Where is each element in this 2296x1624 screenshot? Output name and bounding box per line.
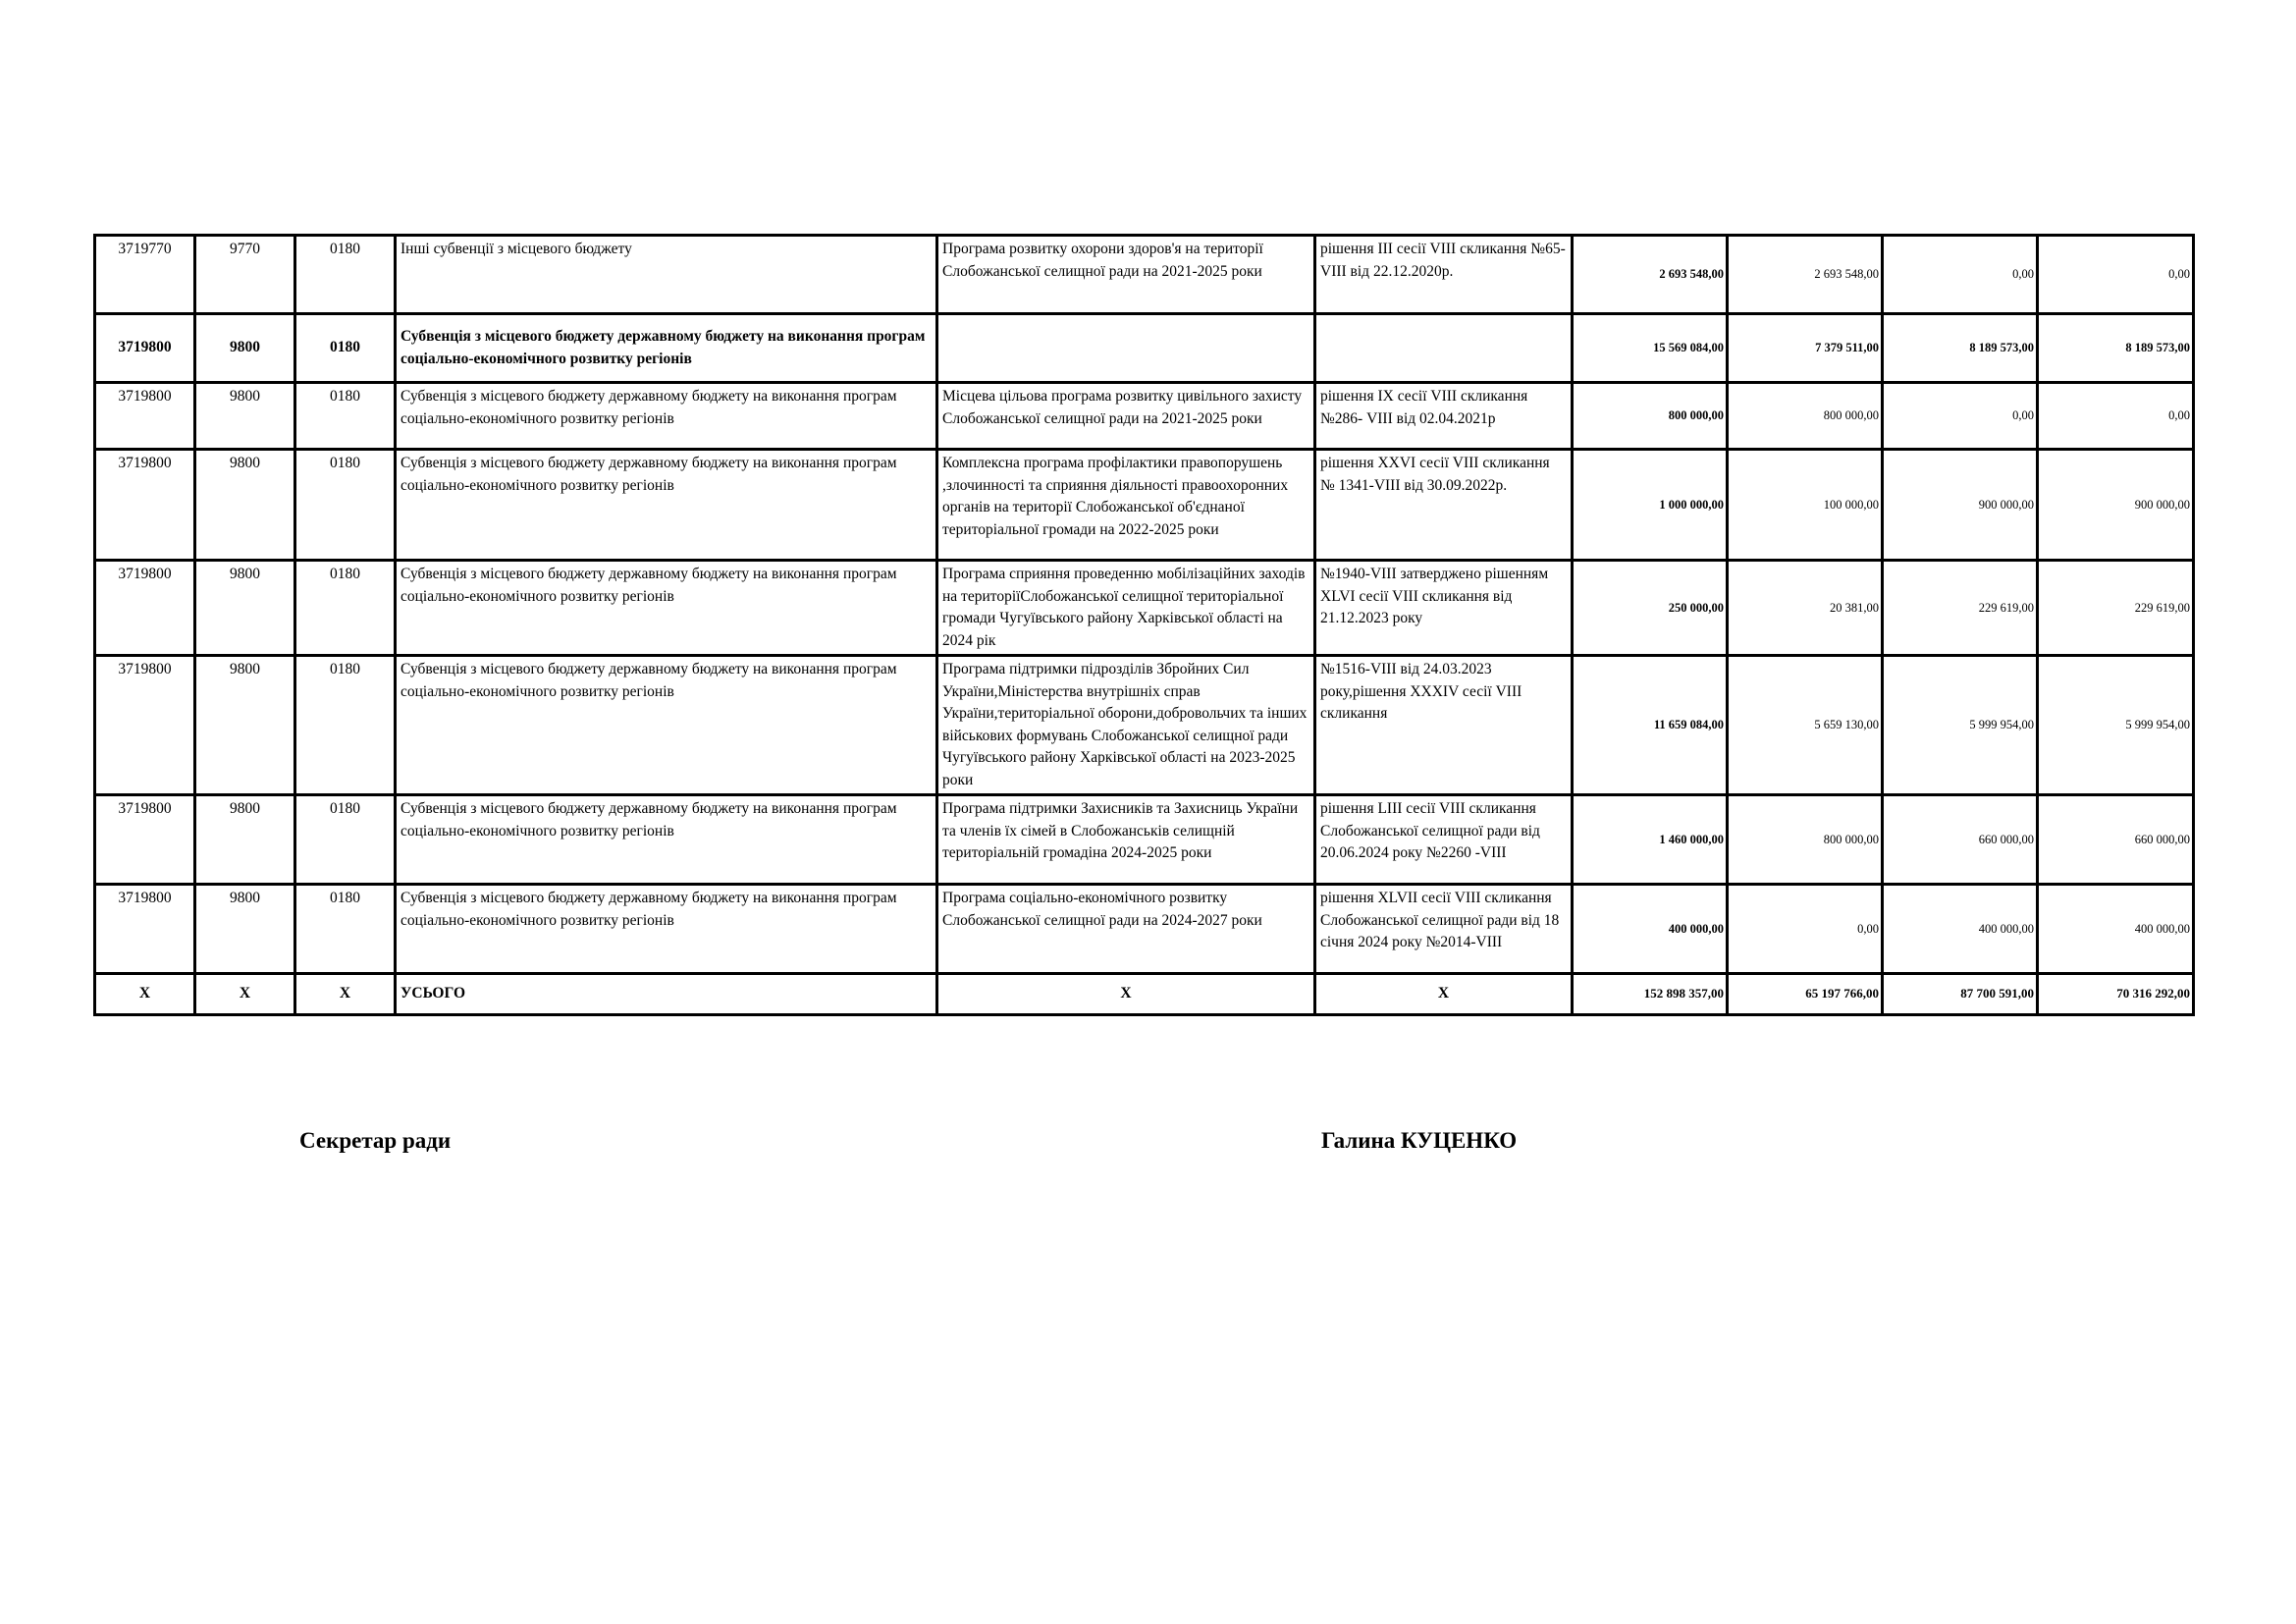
program-cell: Програма розвитку охорони здоров'я на території Слобожанської селищної ради на 2021-2025 роки bbox=[937, 236, 1315, 314]
code-kfk-cell: 9800 bbox=[195, 561, 295, 656]
code-kfkvk-cell: 0180 bbox=[295, 885, 396, 974]
total-amount-cell: 11 659 084,00 bbox=[1573, 656, 1728, 795]
total-amount-cell: 152 898 357,00 bbox=[1573, 974, 1728, 1015]
code-kpk-cell: Х bbox=[95, 974, 195, 1015]
program-cell: Програма соціально-економічного розвитку Слобожанської селищної ради на 2024-2027 роки bbox=[937, 885, 1315, 974]
total-amount-cell: 2 693 548,00 bbox=[1573, 236, 1728, 314]
development-budget-cell: 900 000,00 bbox=[2038, 450, 2194, 561]
program-cell: Комплексна програма профілактики правопорушень ,злочинності та сприяння діяльності правоохоронних органів на території Слобожанської об'єднаної територіальної громади на 2022-2025 роки bbox=[937, 450, 1315, 561]
general-fund-cell: 20 381,00 bbox=[1728, 561, 1883, 656]
development-budget-cell: 0,00 bbox=[2038, 236, 2194, 314]
code-kfkvk-cell: 0180 bbox=[295, 795, 396, 885]
special-fund-cell: 5 999 954,00 bbox=[1883, 656, 2038, 795]
total-amount-cell: 400 000,00 bbox=[1573, 885, 1728, 974]
general-fund-cell: 7 379 511,00 bbox=[1728, 314, 1883, 383]
name-cell: Субвенція з місцевого бюджету державному бюджету на виконання програм соціально-економічного розвитку регіонів bbox=[396, 383, 937, 450]
special-fund-cell: 400 000,00 bbox=[1883, 885, 2038, 974]
code-kfk-cell: 9800 bbox=[195, 383, 295, 450]
development-budget-cell: 400 000,00 bbox=[2038, 885, 2194, 974]
code-kpk-cell: 3719800 bbox=[95, 450, 195, 561]
code-kpk-cell: 3719800 bbox=[95, 314, 195, 383]
name-cell: Субвенція з місцевого бюджету державному бюджету на виконання програм соціально-економічного розвитку регіонів bbox=[396, 795, 937, 885]
special-fund-cell: 0,00 bbox=[1883, 236, 2038, 314]
development-budget-cell: 229 619,00 bbox=[2038, 561, 2194, 656]
total-amount-cell: 1 000 000,00 bbox=[1573, 450, 1728, 561]
program-cell: Програма підтримки Захисників та Захисниць України та членів їх сімей в Слобожанськів селищній територіальній громадіна 2024-2025 роки bbox=[937, 795, 1315, 885]
decision-cell: рішення LIII сесії VIII скликання Слобожанської селищної ради від 20.06.2024 року №2260 -VIII bbox=[1315, 795, 1573, 885]
table-row bbox=[95, 561, 2194, 656]
code-kfk-cell: Х bbox=[195, 974, 295, 1015]
total-amount-cell: 15 569 084,00 bbox=[1573, 314, 1728, 383]
general-fund-cell: 800 000,00 bbox=[1728, 795, 1883, 885]
signature-name: Галина КУЦЕНКО bbox=[1321, 1128, 1518, 1153]
code-kfk-cell: 9770 bbox=[195, 236, 295, 314]
decision-cell: №1940-VIII затверджено рішенням XLVI сесії VIII скликання від 21.12.2023 року bbox=[1315, 561, 1573, 656]
code-kpk-cell: 3719800 bbox=[95, 656, 195, 795]
table-row bbox=[95, 450, 2194, 561]
general-fund-cell: 0,00 bbox=[1728, 885, 1883, 974]
program-cell: Програма підтримки підрозділів Збройних Сил України,Міністерства внутрішніх справ України,територіальної оборони,добровольчих та інших військових формувань Слобожанської селищної ради Чугуївського району Харківської області на 2023-2025 роки bbox=[937, 656, 1315, 795]
development-budget-cell: 660 000,00 bbox=[2038, 795, 2194, 885]
code-kfkvk-cell: 0180 bbox=[295, 314, 396, 383]
name-cell: Інші субвенції з місцевого бюджету bbox=[396, 236, 937, 314]
code-kpk-cell: 3719800 bbox=[95, 383, 195, 450]
name-cell: Субвенція з місцевого бюджету державному бюджету на виконання програм соціально-економічного розвитку регіонів bbox=[396, 656, 937, 795]
program-cell: Місцева цільова програма розвитку цивільного захисту Слобожанської селищної ради на 2021-2025 роки bbox=[937, 383, 1315, 450]
code-kfk-cell: 9800 bbox=[195, 656, 295, 795]
special-fund-cell: 229 619,00 bbox=[1883, 561, 2038, 656]
code-kfkvk-cell: 0180 bbox=[295, 450, 396, 561]
program-cell: Програма сприяння проведенню мобілізаційних заходів на територіїСлобожанської селищної територіальної громади Чугуївського району Харківської області на 2024 рік bbox=[937, 561, 1315, 656]
program-cell bbox=[937, 314, 1315, 383]
code-kfkvk-cell: 0180 bbox=[295, 656, 396, 795]
name-cell: Субвенція з місцевого бюджету державному бюджету на виконання програм соціально-економічного розвитку регіонів bbox=[396, 885, 937, 974]
code-kfkvk-cell: Х bbox=[295, 974, 396, 1015]
development-budget-cell: 0,00 bbox=[2038, 383, 2194, 450]
total-amount-cell: 250 000,00 bbox=[1573, 561, 1728, 656]
decision-cell: рішення XLVII сесії VIII скликання Слобожанської селищної ради від 18 січня 2024 року №2014-VIII bbox=[1315, 885, 1573, 974]
code-kfk-cell: 9800 bbox=[195, 314, 295, 383]
decision-cell: рішення ІІІ сесії VIII скликання №65- VIII від 22.12.2020р. bbox=[1315, 236, 1573, 314]
special-fund-cell: 87 700 591,00 bbox=[1883, 974, 2038, 1015]
code-kfk-cell: 9800 bbox=[195, 885, 295, 974]
decision-cell: Х bbox=[1315, 974, 1573, 1015]
decision-cell: №1516-VIII від 24.03.2023 року,рішення XXXIV сесії VIII скликання bbox=[1315, 656, 1573, 795]
special-fund-cell: 8 189 573,00 bbox=[1883, 314, 2038, 383]
development-budget-cell: 5 999 954,00 bbox=[2038, 656, 2194, 795]
decision-cell: рішення IX сесії VIII скликання №286- VIII від 02.04.2021р bbox=[1315, 383, 1573, 450]
special-fund-cell: 660 000,00 bbox=[1883, 795, 2038, 885]
decision-cell bbox=[1315, 314, 1573, 383]
table-row bbox=[95, 236, 2194, 314]
development-budget-cell: 8 189 573,00 bbox=[2038, 314, 2194, 383]
name-cell: Субвенція з місцевого бюджету державному бюджету на виконання програм соціально-економічного розвитку регіонів bbox=[396, 561, 937, 656]
general-fund-cell: 65 197 766,00 bbox=[1728, 974, 1883, 1015]
general-fund-cell: 100 000,00 bbox=[1728, 450, 1883, 561]
code-kfk-cell: 9800 bbox=[195, 450, 295, 561]
table-row bbox=[95, 885, 2194, 974]
decision-cell: рішення XXVІ сесії VIII скликання № 1341-VIII від 30.09.2022р. bbox=[1315, 450, 1573, 561]
special-fund-cell: 0,00 bbox=[1883, 383, 2038, 450]
budget-table bbox=[93, 234, 2195, 1016]
table-row bbox=[95, 383, 2194, 450]
special-fund-cell: 900 000,00 bbox=[1883, 450, 2038, 561]
code-kfkvk-cell: 0180 bbox=[295, 383, 396, 450]
code-kpk-cell: 3719800 bbox=[95, 795, 195, 885]
general-fund-cell: 5 659 130,00 bbox=[1728, 656, 1883, 795]
name-cell: Субвенція з місцевого бюджету державному бюджету на виконання програм соціально-економічного розвитку регіонів bbox=[396, 450, 937, 561]
table-row bbox=[95, 795, 2194, 885]
name-cell: УСЬОГО bbox=[396, 974, 937, 1015]
general-fund-cell: 2 693 548,00 bbox=[1728, 236, 1883, 314]
table-row bbox=[95, 314, 2194, 383]
code-kfkvk-cell: 0180 bbox=[295, 236, 396, 314]
general-fund-cell: 800 000,00 bbox=[1728, 383, 1883, 450]
name-cell: Субвенція з місцевого бюджету державному бюджету на виконання програм соціально-економічного розвитку регіонів bbox=[396, 314, 937, 383]
code-kfk-cell: 9800 bbox=[195, 795, 295, 885]
program-cell: Х bbox=[937, 974, 1315, 1015]
code-kpk-cell: 3719800 bbox=[95, 561, 195, 656]
total-amount-cell: 800 000,00 bbox=[1573, 383, 1728, 450]
code-kfkvk-cell: 0180 bbox=[295, 561, 396, 656]
total-amount-cell: 1 460 000,00 bbox=[1573, 795, 1728, 885]
table-row bbox=[95, 656, 2194, 795]
code-kpk-cell: 3719800 bbox=[95, 885, 195, 974]
signature-position: Секретар ради bbox=[299, 1128, 452, 1153]
code-kpk-cell: 3719770 bbox=[95, 236, 195, 314]
total-row bbox=[95, 974, 2194, 1015]
development-budget-cell: 70 316 292,00 bbox=[2038, 974, 2194, 1015]
